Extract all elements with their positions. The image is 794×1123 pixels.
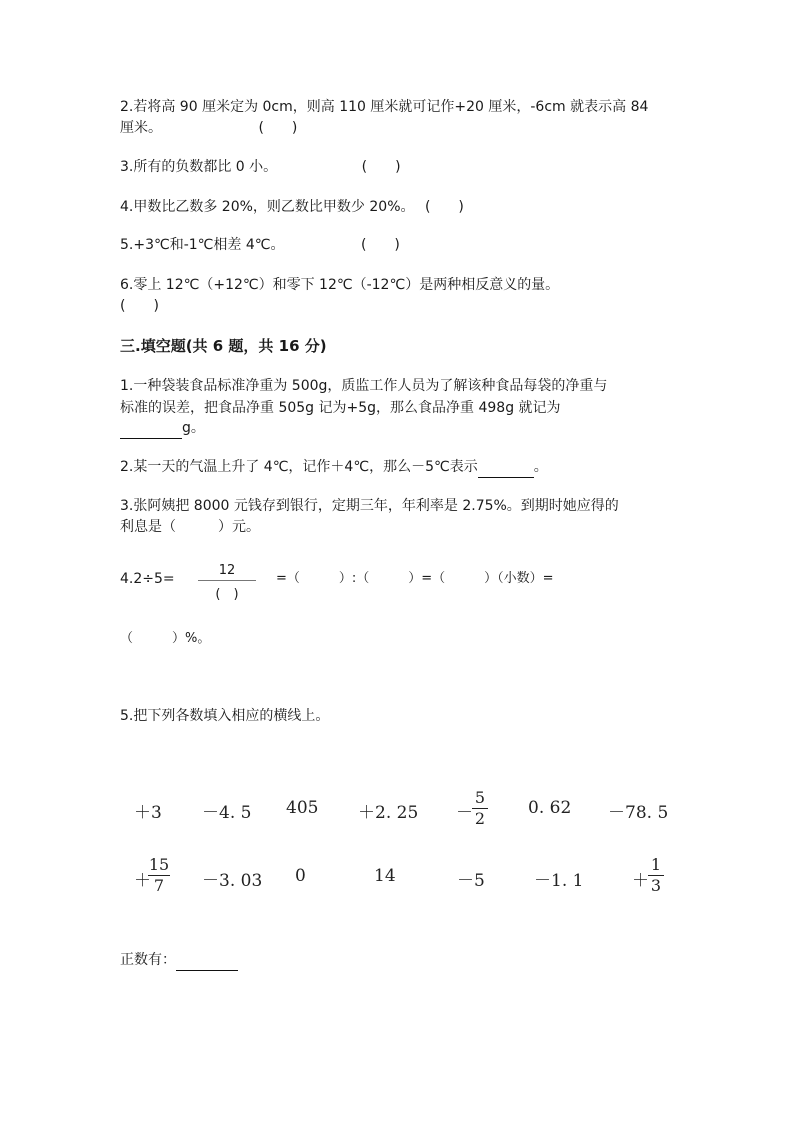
fraction-numerator: 15 — [148, 855, 170, 874]
fill-q1-line1: 1.一种袋装食品标准净重为 500g，质监工作人员为了解该种食品每袋的净重与 — [120, 378, 608, 394]
number-item: ＋3 — [134, 803, 162, 823]
fraction-numerator: 12 — [218, 563, 236, 578]
fraction-sign: ＋ — [134, 871, 151, 891]
fill-q2-end: 。 — [533, 459, 548, 475]
answer-blank[interactable] — [176, 950, 238, 971]
answer-paren[interactable]: ( ) — [424, 199, 464, 215]
answer-paren[interactable]: ( ) — [361, 159, 401, 175]
number-item: －1. 1 — [534, 871, 584, 891]
fraction-item — [148, 856, 170, 895]
fill-q1-line2: 标准的误差，把食品净重 505g 记为+5g，那么食品净重 498g 就记为 — [120, 400, 561, 416]
fraction-numerator: 5 — [474, 788, 486, 807]
judge-q6-line1: 6.零上 12℃（+12℃）和零下 12℃（-12℃）是两种相反意义的量。 — [120, 277, 560, 293]
answer-paren[interactable]: ( ) — [120, 298, 159, 314]
number-item: ＋2. 25 — [358, 803, 419, 823]
answer-paren[interactable]: ( ) — [360, 237, 400, 253]
fraction-denominator[interactable]: ( ) — [215, 587, 239, 602]
judge-q2-line2 — [120, 118, 297, 138]
number-item: －78. 5 — [608, 803, 669, 823]
fraction-denominator: 7 — [153, 876, 165, 895]
answer-blank[interactable] — [478, 457, 534, 478]
fill-q4-line2[interactable]: （ ）%。 — [120, 631, 211, 646]
fill-q2 — [120, 457, 548, 478]
number-item: 14 — [374, 866, 396, 886]
judge-q5 — [120, 235, 400, 255]
fill-q5: 5.把下列各数填入相应的横线上。 — [120, 708, 330, 724]
fraction-denominator: 3 — [650, 876, 662, 895]
fill-q1-line3 — [120, 418, 205, 439]
fill-q2-text: 2.某一天的气温上升了 4℃，记作＋4℃，那么－5℃表示 — [120, 459, 478, 475]
number-item: 0. 62 — [528, 798, 572, 818]
judge-q3 — [120, 157, 401, 177]
fraction-numerator: 1 — [650, 855, 662, 874]
positive-label: 正数有： — [120, 952, 176, 968]
number-item: 0 — [295, 866, 306, 886]
judge-q4-text: 4.甲数比乙数多 20%，则乙数比甲数少 20%。 — [120, 199, 415, 215]
section-title: 三.填空题(共 6 题，共 16 分) — [120, 337, 327, 355]
judge-q3-text: 3.所有的负数都比 0 小。 — [120, 159, 278, 175]
fill-q4-fraction — [198, 563, 256, 602]
fill-q1-unit: g。 — [182, 420, 205, 436]
judge-q5-text: 5.+3℃和-1℃相差 4℃。 — [120, 237, 285, 253]
fraction-item — [648, 856, 664, 895]
fill-q4-prefix: 4.2÷5= — [120, 571, 175, 587]
fraction-sign: ＋ — [632, 871, 649, 891]
fraction-bar — [198, 580, 256, 581]
answer-paren[interactable]: ( ) — [258, 120, 298, 136]
answer-blank[interactable] — [120, 418, 182, 439]
fill-q3-line2: 利息是（ ）元。 — [120, 519, 260, 535]
fraction-sign: － — [456, 803, 473, 823]
number-item: －4. 5 — [202, 803, 252, 823]
number-item: －3. 03 — [202, 871, 263, 891]
fraction-item — [472, 789, 488, 828]
fill-q4-rest[interactable]: =（ ）:（ ）=（ ）（小数）= — [276, 571, 554, 586]
judge-q2-line1: 2.若将高 90 厘米定为 0cm，则高 110 厘米就可记作+20 厘米，-6cm 就表示高 84 — [120, 99, 649, 115]
number-item: －5 — [457, 871, 485, 891]
judge-q4 — [120, 197, 464, 217]
judge-q2-text: 厘米。 — [120, 120, 162, 136]
positive-numbers-row — [120, 950, 238, 971]
fill-q3-line1: 3.张阿姨把 8000 元钱存到银行，定期三年，年利率是 2.75%。到期时她应得的 — [120, 498, 619, 514]
fraction-denominator: 2 — [474, 809, 486, 828]
number-item: 405 — [286, 798, 319, 818]
